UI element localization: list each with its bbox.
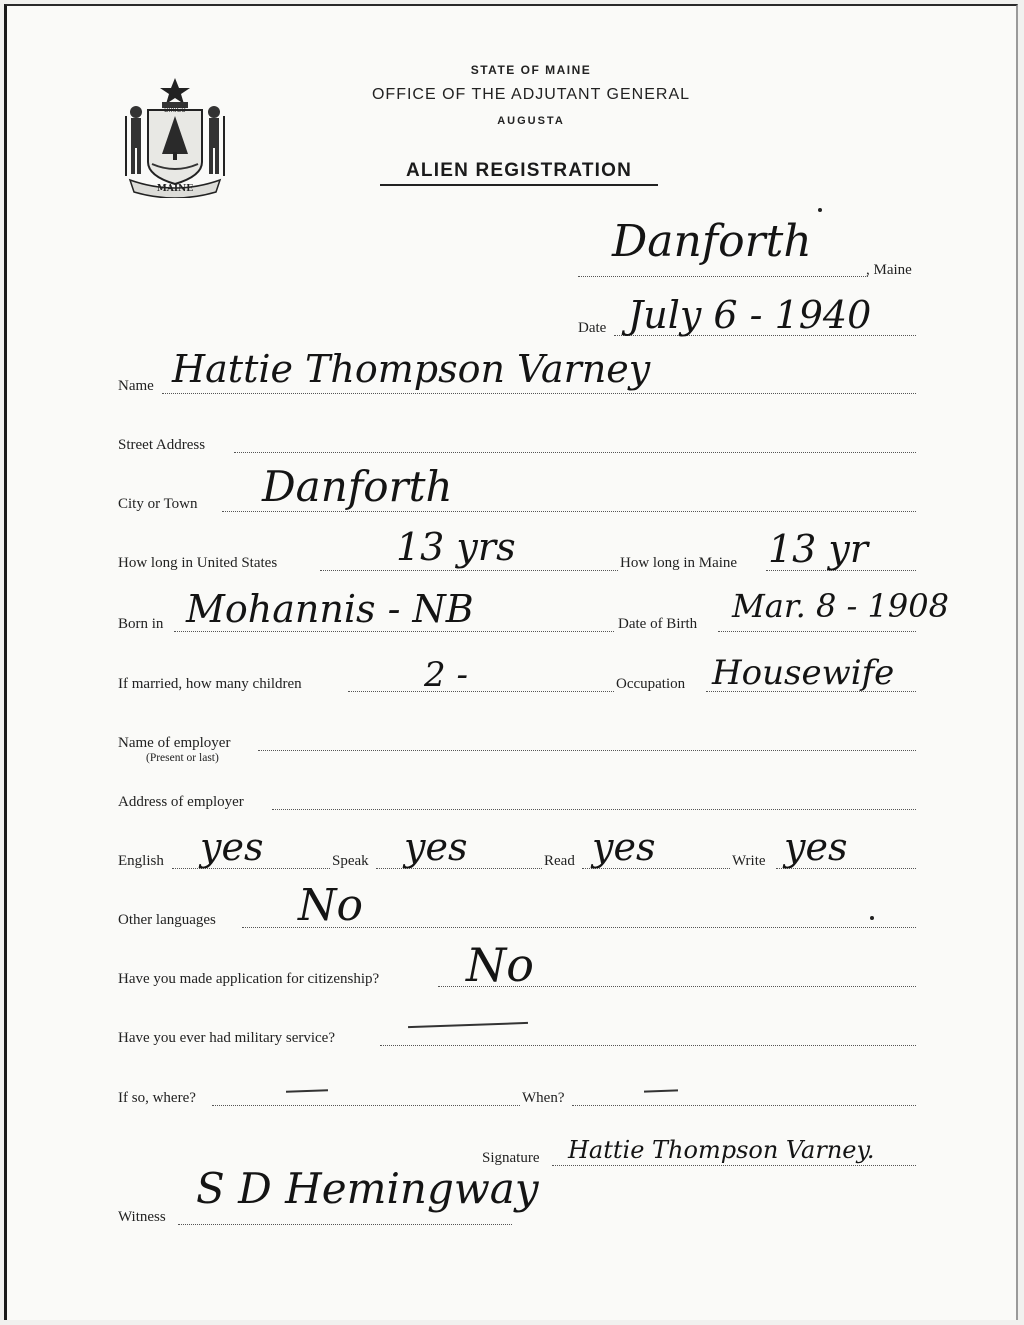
signature-entry: Hattie Thompson Varney. <box>568 1136 875 1164</box>
ink-speck <box>818 208 822 212</box>
city-label: City or Town <box>118 496 198 512</box>
children-line <box>348 691 614 692</box>
city-line <box>222 511 916 512</box>
occupation-entry: Housewife <box>712 653 895 693</box>
street-label: Street Address <box>118 437 206 453</box>
city-entry: Danforth <box>262 462 453 511</box>
maine-label: , Maine <box>866 262 912 278</box>
where-line <box>212 1105 520 1106</box>
english-entry: yes <box>200 825 264 869</box>
other-languages-entry: No <box>298 880 363 931</box>
town-entry: Danforth <box>612 216 812 267</box>
signature-line <box>552 1165 916 1166</box>
how-long-us-line <box>320 570 618 571</box>
how-long-maine-entry: 13 yr <box>768 527 869 571</box>
other-languages-label: Other languages <box>118 912 216 928</box>
employer-address-line <box>272 809 916 810</box>
born-in-label: Born in <box>118 616 164 632</box>
citizenship-entry: No <box>466 938 534 992</box>
citizenship-label: Have you made application for citizenship? <box>118 971 380 987</box>
write-label: Write <box>732 853 766 869</box>
header-office: OFFICE OF THE ADJUTANT GENERAL <box>371 86 691 103</box>
write-entry: yes <box>784 825 848 869</box>
born-in-entry: Mohannis - NB <box>186 587 474 631</box>
name-line <box>162 393 916 394</box>
dob-entry: Mar. 8 - 1908 <box>732 587 949 625</box>
seal-state-name: MAINE <box>156 184 194 194</box>
employer-sublabel: (Present or last) <box>146 752 219 764</box>
military-line <box>380 1045 916 1046</box>
how-long-us-entry: 13 yrs <box>396 525 516 569</box>
name-entry: Hattie Thompson Varney <box>172 347 651 391</box>
ink-speck <box>870 916 874 920</box>
read-entry: yes <box>592 825 656 869</box>
witness-label: Witness <box>118 1209 166 1225</box>
date-entry: July 6 - 1940 <box>628 293 872 337</box>
witness-entry: S D Hemingway <box>196 1164 539 1213</box>
dob-line <box>718 631 916 632</box>
form-title: ALIEN REGISTRATION <box>380 160 658 186</box>
military-label: Have you ever had military service? <box>118 1030 335 1046</box>
header-city: AUGUSTA <box>497 115 565 127</box>
witness-line <box>178 1224 512 1225</box>
speak-label: Speak <box>332 853 369 869</box>
born-in-line <box>174 631 614 632</box>
children-label: If married, how many children <box>118 676 302 692</box>
speak-entry: yes <box>404 825 468 869</box>
date-label: Date <box>578 320 607 336</box>
read-label: Read <box>544 853 575 869</box>
street-line <box>234 452 916 453</box>
when-line <box>572 1105 916 1106</box>
town-line <box>578 276 868 277</box>
employer-line <box>258 750 916 751</box>
where-label: If so, where? <box>118 1090 196 1106</box>
signature-label: Signature <box>482 1150 540 1166</box>
employer-address-label: Address of employer <box>118 794 244 810</box>
name-label: Name <box>118 378 154 394</box>
how-long-us-label: How long in United States <box>118 555 278 571</box>
dob-label: Date of Birth <box>618 616 698 632</box>
employer-label: Name of employer <box>118 735 231 751</box>
children-entry: 2 - <box>424 655 468 695</box>
how-long-maine-label: How long in Maine <box>620 555 738 571</box>
english-label: English <box>118 853 164 869</box>
header-state: STATE OF MAINE <box>470 63 592 77</box>
when-label: When? <box>522 1090 565 1106</box>
seal-motto: DIRIGO <box>164 107 186 114</box>
occupation-label: Occupation <box>616 676 686 692</box>
